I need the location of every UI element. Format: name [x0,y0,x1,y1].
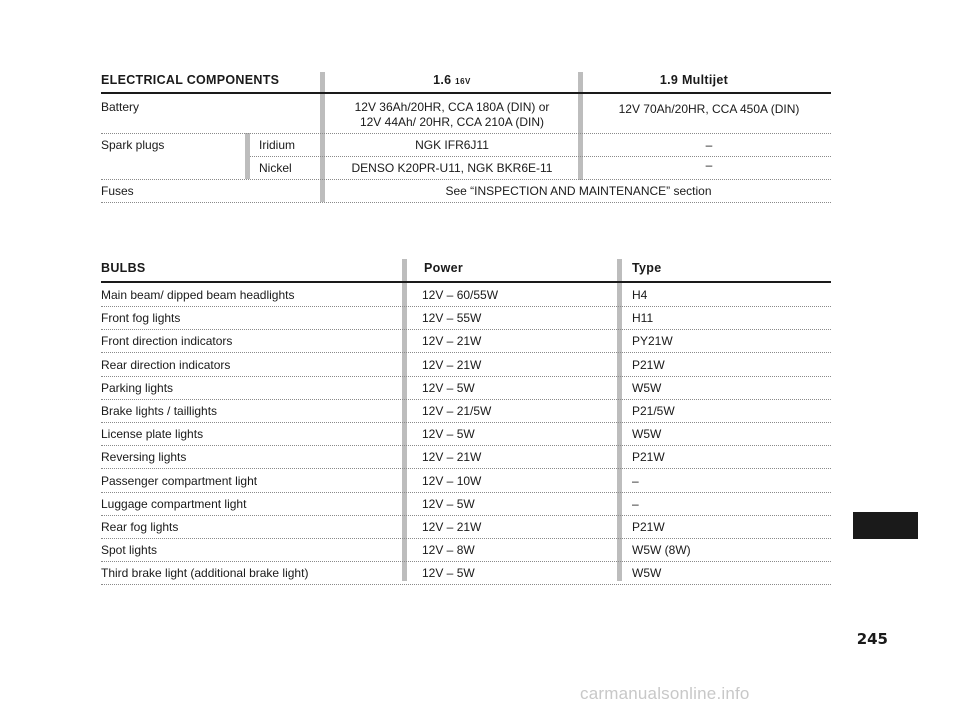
row-divider [101,561,831,562]
bulb-type: P21W [632,450,665,465]
bulb-type: W5W (8W) [632,543,691,558]
bulb-type: PY21W [632,334,673,349]
bulbs-header-name: BULBS [101,261,146,275]
bulb-power: 12V – 8W [422,543,475,558]
spark-plug-engine2: – [705,158,713,172]
spark-plug-engine2: – [705,138,713,152]
bulb-type: P21W [632,357,665,372]
electrical-header-engine1 [326,73,578,89]
bulb-name: Main beam/ dipped beam headlights [101,288,295,302]
spark-plug-type: Nickel [259,161,292,175]
column-separator [402,259,407,581]
bulb-power: 12V – 21W [422,520,482,534]
section-tab-marker [853,512,918,539]
bulb-name: License plate lights [101,427,204,442]
bulb-type: – [632,473,639,488]
bulb-type: W5W [632,380,662,395]
column-separator [578,72,583,180]
bulb-power: 12V – 5W [422,380,475,395]
bulb-power: 12V – 5W [422,566,475,581]
bulb-name: Spot lights [101,543,158,558]
row-divider [101,445,831,446]
bulbs-header-type: Type [632,261,662,275]
fuses-label: Fuses [101,184,134,198]
bulb-power: 12V – 5W [422,427,475,442]
bulb-type: W5W [632,566,662,581]
row-divider [101,422,831,423]
row-divider [101,468,831,469]
row-divider [101,515,831,516]
electrical-header-engine2: 1.9 Multijet [659,73,729,87]
bulbs-header-rule [101,281,831,283]
bulb-power: 12V – 21/5W [422,404,492,418]
bulbs-header-power: Power [424,261,464,275]
bulb-name: Rear direction indicators [101,357,231,372]
page-number: 245 [856,630,888,648]
bulb-name: Passenger compartment light [101,473,258,488]
bulb-type: W5W [632,427,662,442]
bulb-name: Brake lights / taillights [101,404,218,418]
battery-engine1-line2: 12V 44Ah/ 20HR, CCA 210A (DIN) [359,115,545,129]
row-divider [101,538,831,539]
engine1-suffix: 16V [455,77,471,86]
bulb-name: Reversing lights [101,450,187,465]
row-divider [101,202,831,203]
battery-engine2: 12V 70Ah/20HR, CCA 450A (DIN) [618,102,800,116]
row-divider [101,399,831,400]
bulb-type: P21W [632,520,665,534]
bulb-name: Rear fog lights [101,520,179,534]
electrical-header-component: ELECTRICAL COMPONENTS [101,73,280,87]
bulb-name: Front direction indicators [101,334,233,349]
spark-plug-engine1: DENSO K20PR-U11, NGK BKR6E-11 [351,161,553,175]
spark-plug-type: Iridium [259,138,296,152]
spark-plug-engine1: NGK IFR6J11 [415,138,489,152]
bulb-power: 12V – 21W [422,450,482,465]
spark-plugs-label: Spark plugs [101,138,165,152]
row-divider [101,492,831,493]
row-divider [101,329,831,330]
bulb-power: 12V – 5W [422,496,475,511]
battery-label: Battery [101,100,140,114]
bulb-power: 12V – 21W [422,334,482,349]
bulb-name: Parking lights [101,380,174,395]
bulb-name: Luggage compartment light [101,496,247,511]
bulb-power: 12V – 55W [422,311,482,326]
bulb-power: 12V – 21W [422,357,482,372]
bulb-type: H4 [632,288,648,302]
row-divider [101,133,831,134]
bulb-name: Third brake light (additional brake light) [101,566,309,581]
bulb-type: P21/5W [632,404,675,418]
fuses-value: See “INSPECTION AND MAINTENANCE” section [445,184,712,198]
row-divider [101,584,831,585]
electrical-header-rule [101,92,831,94]
bulb-name: Front fog lights [101,311,181,326]
row-divider [101,376,831,377]
row-divider [101,352,831,353]
row-divider [101,179,831,180]
column-separator [617,259,622,581]
bulb-type: – [632,496,639,511]
bulb-power: 12V – 60/55W [422,288,499,302]
row-divider [101,306,831,307]
row-divider [250,156,831,157]
battery-engine1-line1: 12V 36Ah/20HR, CCA 180A (DIN) or [354,100,550,114]
bulb-power: 12V – 10W [422,473,482,488]
bulb-type: H11 [632,311,654,326]
engine1-label: 1.6 [433,73,452,87]
watermark: carmanualsonline.info [580,684,750,703]
